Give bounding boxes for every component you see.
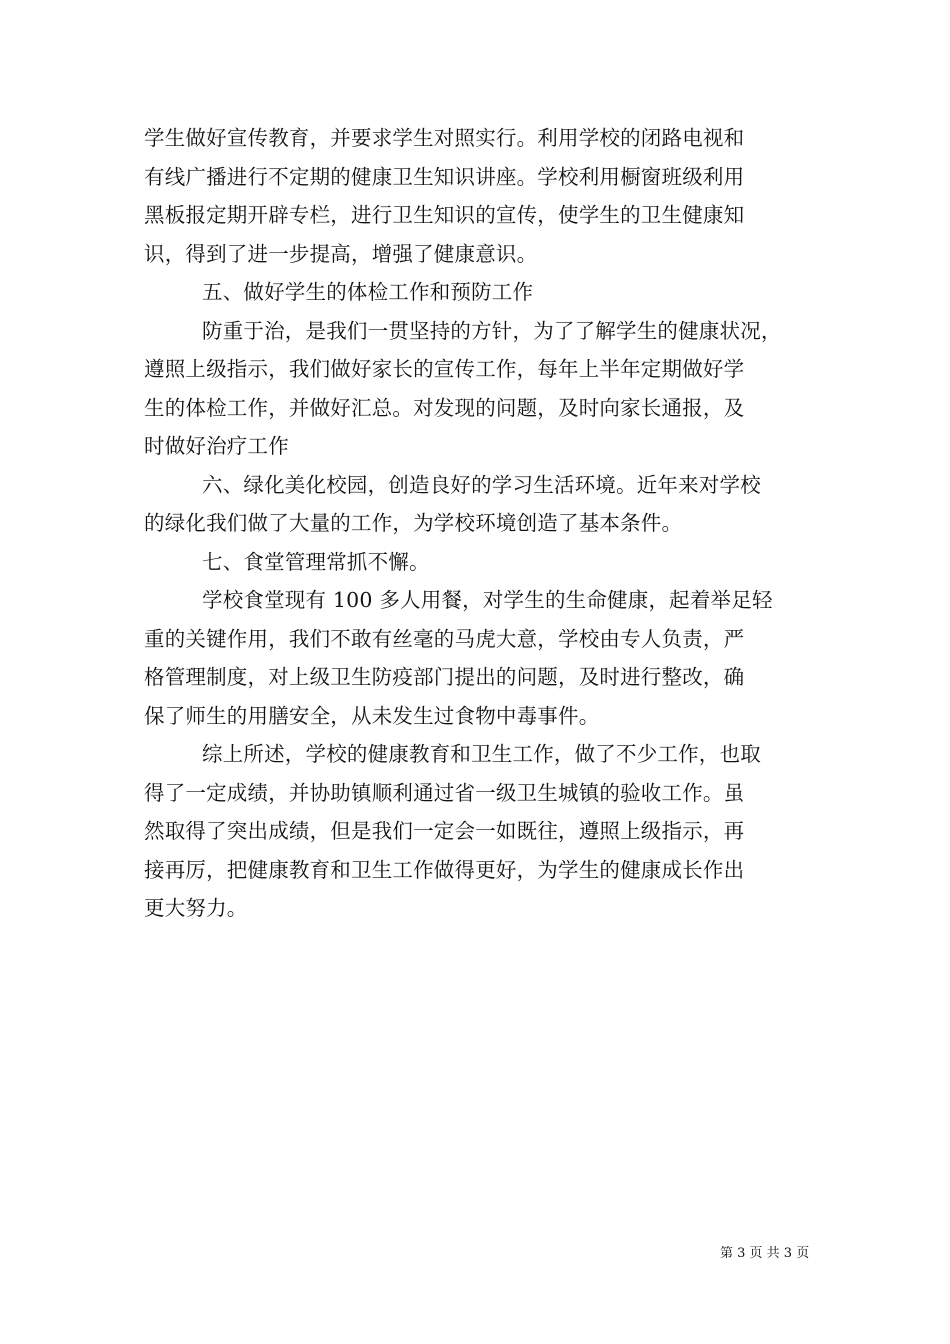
body-line: 得了一定成绩，并协助镇顺利通过省一级卫生城镇的验收工作。虽 [144,780,745,805]
body-line: 的绿化我们做了大量的工作，为学校环境创造了基本条件。 [144,511,683,535]
body-line: 识，得到了进一步提高，增强了健康意识。 [144,241,538,266]
body-line: 综上所述，学校的健康教育和卫生工作，做了不少工作，也取 [202,742,761,766]
body-line: 防重于治，是我们一贯坚持的方针，为了了解学生的健康状况， [202,318,782,343]
body-line: 学校食堂现有 100 多人用餐，对学生的生命健康，起着举足轻 [202,588,773,612]
body-line: 更大努力。 [144,896,248,920]
page-number-footer: 第 3 页 共 3 页 [720,1246,810,1261]
body-line: 重的关键作用，我们不敢有丝毫的马虎大意，学校由专人负责，严 [144,626,745,651]
body-line: 格管理制度，对上级卫生防疫部门提出的问题，及时进行整改，确 [144,665,745,689]
body-line: 接再厉，把健康教育和卫生工作做得更好，为学生的健康成长作出 [144,857,745,882]
body-line: 遵照上级指示，我们做好家长的宣传工作，每年上半年定期做好学 [144,357,745,381]
body-line: 时做好治疗工作 [144,434,289,458]
document-body [144,119,824,928]
section-heading: 五、做好学生的体检工作和预防工作 [202,280,534,304]
body-line: 学生做好宣传教育，并要求学生对照实行。利用学校的闭路电视和 [144,126,745,150]
body-line: 保了师生的用膳安全，从未发生过食物中毒事件。 [144,703,600,728]
section-heading: 六、绿化美化校园，创造良好的学习生活环境。近年来对学校 [202,472,761,497]
section-heading: 七、食堂管理常抓不懈。 [202,549,430,574]
body-line: 然取得了突出成绩，但是我们一定会一如既往，遵照上级指示，再 [144,819,745,843]
body-line: 生的体检工作，并做好汇总。对发现的问题，及时向家长通报，及 [144,395,745,420]
body-line: 有线广播进行不定期的健康卫生知识讲座。学校利用橱窗班级利用 [144,164,745,189]
body-line: 黑板报定期开辟专栏，进行卫生知识的宣传，使学生的卫生健康知 [144,203,745,227]
